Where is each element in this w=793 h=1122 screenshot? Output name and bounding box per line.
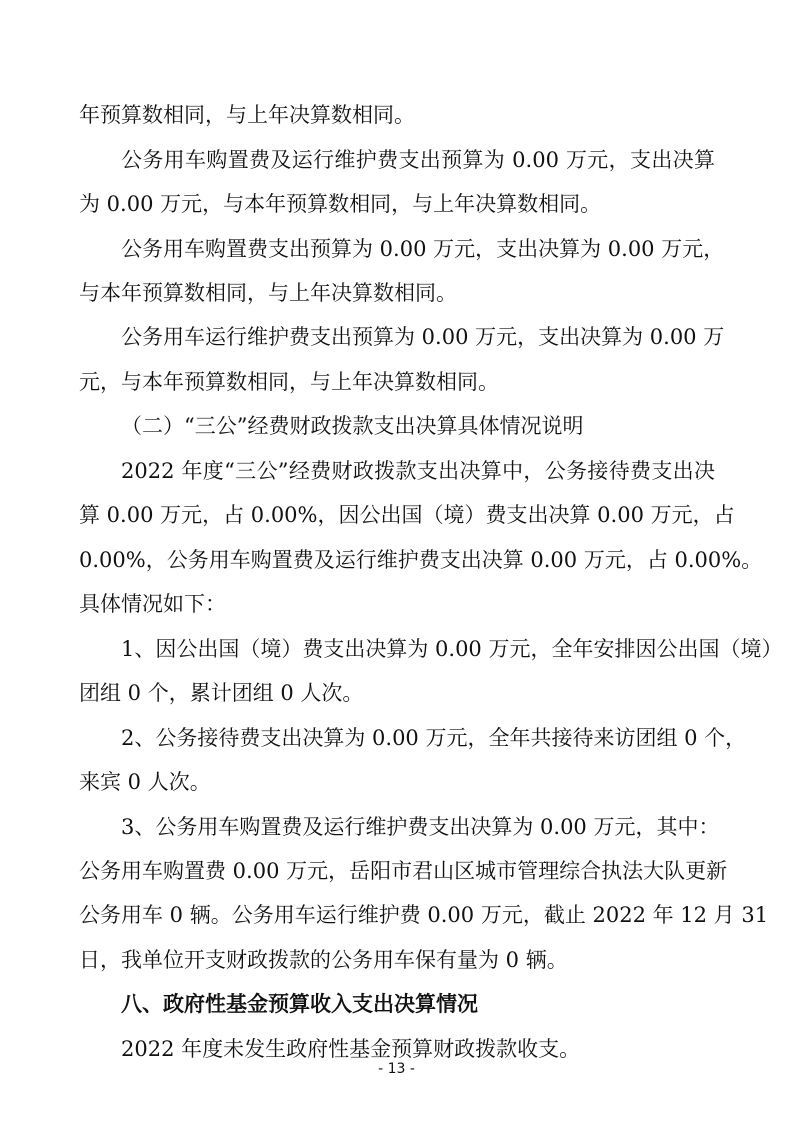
paragraph-line: 算 0.00 万元，占 0.00%，因公出国（境）费支出决算 0.00 万元，占: [79, 503, 735, 527]
paragraph-line: 1、因公出国（境）费支出决算为 0.00 万元，全年安排因公出国（境）: [121, 637, 783, 661]
paragraph-line: 元，与本年预算数相同，与上年决算数相同。: [79, 370, 499, 394]
paragraph-line: 为 0.00 万元，与本年预算数相同，与上年决算数相同。: [79, 192, 602, 216]
page-number: - 13 -: [378, 1061, 415, 1077]
section-heading: （二）“三公”经费财政拨款支出决算具体情况说明: [121, 414, 584, 438]
paragraph-line: 年预算数相同，与上年决算数相同。: [79, 103, 415, 127]
paragraph-line: 公务用车运行维护费支出预算为 0.00 万元，支出决算为 0.00 万: [121, 325, 725, 349]
paragraph-line: 3、公务用车购置费及运行维护费支出决算为 0.00 万元，其中：: [121, 815, 720, 839]
paragraph-line: 2、公务接待费支出决算为 0.00 万元，全年共接待来访团组 0 个，: [121, 726, 747, 750]
paragraph-line: 公务用车购置费支出预算为 0.00 万元，支出决算为 0.00 万元，: [121, 237, 725, 261]
chapter-heading: 八、政府性基金预算收入支出决算情况: [121, 992, 478, 1016]
paragraph-line: 公务用车 0 辆。公务用车运行维护费 0.00 万元，截止 2022 年 12 月 31: [79, 903, 769, 927]
paragraph-line: 2022 年度“三公”经费财政拨款支出决算中，公务接待费支出决: [121, 459, 715, 483]
paragraph-line: 与本年预算数相同，与上年决算数相同。: [79, 281, 457, 305]
paragraph-line: 来宾 0 人次。: [79, 770, 211, 794]
paragraph-line: 0.00%，公务用车购置费及运行维护费支出决算 0.00 万元，占 0.00%。: [79, 548, 763, 572]
paragraph-line: 公务用车购置费 0.00 万元，岳阳市君山区城市管理综合执法大队更新: [79, 859, 728, 883]
paragraph-line: 团组 0 个，累计团组 0 人次。: [79, 681, 364, 705]
paragraph-line: 公务用车购置费及运行维护费支出预算为 0.00 万元，支出决算: [121, 148, 715, 172]
paragraph-line: 日，我单位开支财政拨款的公务用车保有量为 0 辆。: [79, 948, 568, 972]
paragraph-line: 具体情况如下：: [79, 592, 226, 616]
paragraph-line: 2022 年度未发生政府性基金预算财政拨款收支。: [121, 1037, 581, 1061]
